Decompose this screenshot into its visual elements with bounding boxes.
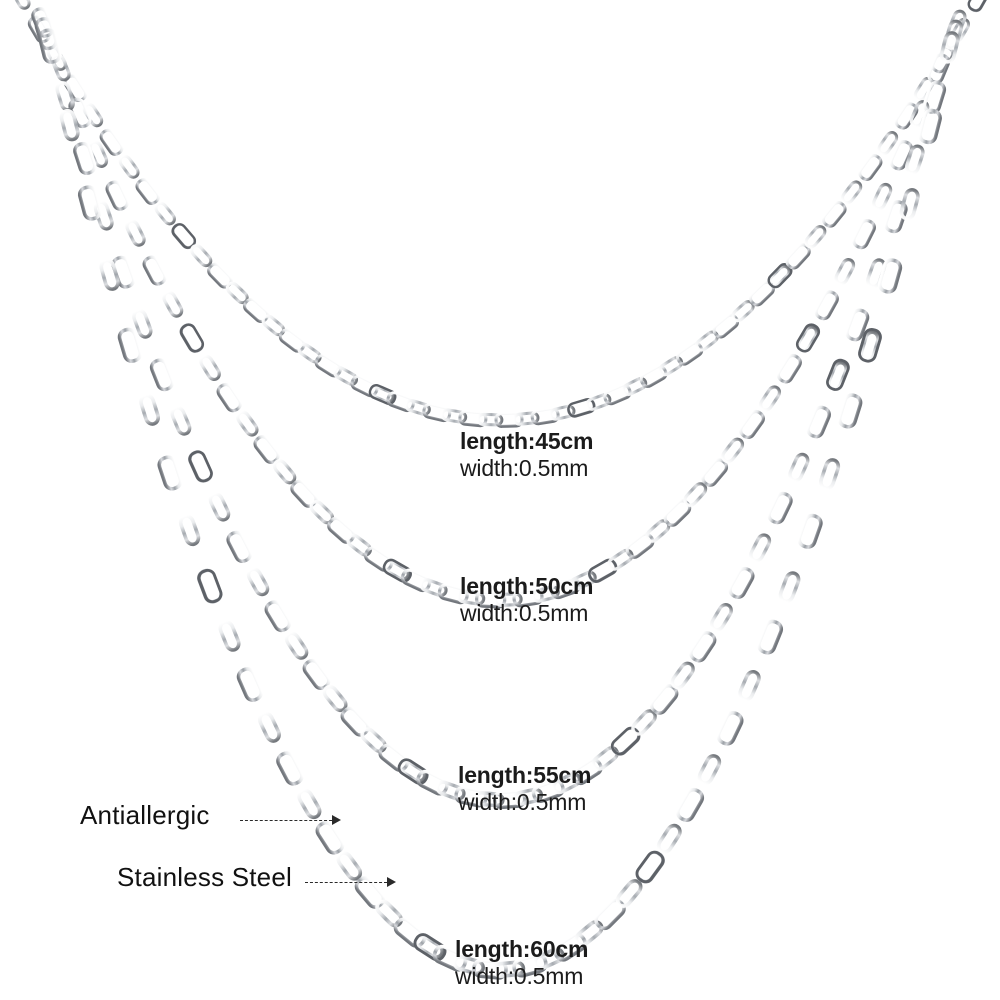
size-label-45 bbox=[460, 428, 593, 482]
size-label-50 bbox=[460, 573, 593, 627]
size-label-60-length: length:60cm bbox=[455, 936, 589, 962]
size-label-55-length: length:55cm bbox=[458, 762, 592, 788]
size-label-60-width: width:0.5mm bbox=[455, 963, 584, 990]
size-label-55-width: width:0.5mm bbox=[458, 789, 587, 816]
feature-leader-antiallergic bbox=[240, 820, 332, 821]
feature-arrow-antiallergic bbox=[332, 815, 341, 825]
feature-arrow-stainless-steel bbox=[387, 877, 396, 887]
size-label-50-length: length:50cm bbox=[460, 573, 594, 599]
feature-leader-stainless-steel bbox=[305, 882, 387, 883]
chain-45cm bbox=[0, 0, 1000, 427]
size-label-45-length: length:45cm bbox=[460, 428, 594, 454]
size-label-45-width: width:0.5mm bbox=[460, 455, 589, 482]
size-label-50-width: width:0.5mm bbox=[460, 600, 589, 627]
feature-label-antiallergic: Antiallergic bbox=[80, 800, 210, 830]
size-label-55 bbox=[458, 762, 591, 816]
size-label-60 bbox=[455, 936, 588, 990]
feature-label-stainless-steel: Stainless Steel bbox=[117, 862, 292, 892]
